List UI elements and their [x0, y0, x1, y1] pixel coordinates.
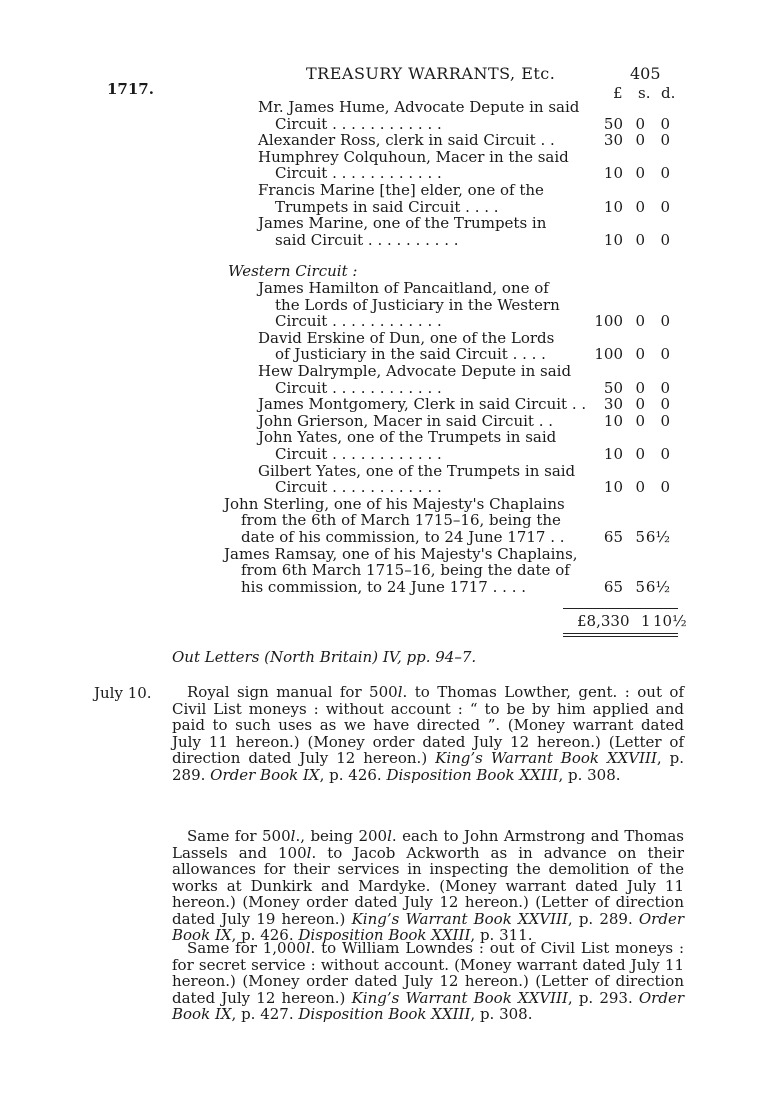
- amount-shillings: 0: [635, 478, 645, 497]
- amount-shillings: 0: [635, 345, 645, 364]
- amount-pounds: 65: [603, 577, 623, 596]
- running-title: TREASURY WARRANTS, Etc.: [306, 64, 556, 83]
- amount-pence: 0: [660, 411, 670, 430]
- entry-line: his commission, to 24 June 1717 . . . .: [241, 577, 526, 596]
- entry-line: of Justiciary in the said Circuit . . . .: [275, 345, 546, 364]
- amount-shillings: 0: [635, 445, 645, 463]
- total-rule-bottom-1: [563, 633, 678, 634]
- total-rule-top: [563, 608, 678, 609]
- amount-pounds: 30: [603, 395, 623, 414]
- entry-line: James Hamilton of Pancaitland, one of: [258, 279, 549, 297]
- amount-pence: 0: [660, 114, 670, 133]
- entry-line: from the 6th of March 1715–16, being the: [241, 511, 561, 530]
- entry-line: David Erskine of Dun, one of the Lords: [258, 328, 555, 347]
- entry-line: Circuit . . . . . . . . . . . .: [275, 378, 442, 397]
- entry-line: Humphrey Colquhoun, Macer in the said: [258, 147, 569, 166]
- amount-shillings: 0: [635, 114, 645, 133]
- entry-line: Circuit . . . . . . . . . . . .: [275, 478, 442, 497]
- amount-shillings: 5: [635, 528, 645, 546]
- amount-pence: 0: [660, 345, 670, 364]
- amount-pounds: 10: [603, 445, 623, 463]
- total-rule-bottom-2: [563, 636, 678, 637]
- entry-line: Circuit . . . . . . . . . . . .: [275, 312, 442, 331]
- amount-pounds: 100: [594, 312, 623, 331]
- amount-pence: 0: [660, 312, 670, 331]
- amount-shillings: 0: [635, 378, 645, 397]
- entry-line: Francis Marine [the] elder, one of the: [258, 181, 544, 199]
- entry-line: Circuit . . . . . . . . . . . .: [275, 114, 442, 133]
- total-shillings: 1: [641, 612, 651, 630]
- amount-pounds: 10: [603, 478, 623, 497]
- page-number: 405: [630, 64, 661, 83]
- amount-pence: 0: [660, 478, 670, 497]
- amount-pence: 0: [660, 197, 670, 216]
- amount-shillings: 0: [635, 395, 645, 414]
- amount-pounds: 10: [603, 411, 623, 430]
- entry-line: date of his commission, to 24 June 1717 . .: [241, 528, 565, 546]
- source-citation: Out Letters (North Britain) IV, pp. 94–7.: [172, 648, 477, 666]
- amount-pence: 0: [660, 395, 670, 414]
- amount-pence: 0: [660, 230, 670, 249]
- amount-pounds: 10: [603, 164, 623, 183]
- margin-year: 1717.: [107, 80, 154, 98]
- amount-pounds: 10: [603, 230, 623, 249]
- amount-shillings: 0: [635, 197, 645, 216]
- total-pounds: £8,330: [577, 612, 630, 630]
- entry-line: John Yates, one of the Trumpets in said: [258, 428, 557, 447]
- amount-pounds: 10: [603, 197, 623, 216]
- column-header-pence: d.: [661, 84, 676, 102]
- amount-shillings: 0: [635, 131, 645, 150]
- margin-date: July 10.: [94, 684, 152, 702]
- amount-shillings: 0: [635, 164, 645, 183]
- entry-line: James Marine, one of the Trumpets in: [258, 214, 547, 233]
- entry-line: Hew Dalrymple, Advocate Depute in said: [258, 362, 572, 380]
- entry-line: Circuit . . . . . . . . . . . .: [275, 164, 442, 183]
- amount-shillings: 5: [635, 577, 645, 596]
- entry-line: James Montgomery, Clerk in said Circuit . .: [258, 395, 587, 414]
- amount-shillings: 0: [635, 230, 645, 249]
- entry-line: Mr. James Hume, Advocate Depute in said: [258, 98, 580, 116]
- amount-pence: 0: [660, 131, 670, 150]
- entry-line: John Sterling, one of his Majesty's Chaplains: [224, 494, 565, 513]
- amount-pence: 0: [660, 378, 670, 397]
- amount-pence: 6½: [645, 577, 670, 596]
- amount-pounds: 30: [603, 131, 623, 150]
- entry-line: from 6th March 1715–16, being the date of: [241, 561, 570, 580]
- warrant-paragraph-3: Same for 1,000l. to William Lowndes : out of Civil List moneys : for secret service : without account. (Money warrant dated July 11 hereon.) (Money order dated July 12 hereon.) (Letter of direction dated July 12 hereon.) King’s Warrant Book XXVIII, p. 293. Order Book IX, p. 427. Disposition Book XXIII, p. 308.: [172, 939, 684, 1023]
- entry-line: the Lords of Justiciary in the Western: [275, 295, 560, 314]
- total-pence: 10½: [653, 612, 687, 630]
- amount-pounds: 50: [603, 114, 623, 133]
- entry-line: said Circuit . . . . . . . . . .: [275, 230, 459, 249]
- amount-pence: 0: [660, 445, 670, 463]
- entry-line: Alexander Ross, clerk in said Circuit . .: [258, 131, 555, 150]
- warrant-paragraph-2: Same for 500l., being 200l. each to John Armstrong and Thomas Lassels and 100l. to Jacob Ackworth as in advance on their allowances for their services in inspecting the demolition of the works at Dunkirk and Mardyke. (Money warrant dated July 11 hereon.) (Money order dated July 12 hereon.) (Letter of direction dated July 19 hereon.) King’s Warrant Book XXVIII, p. 289. Order Book IX, p. 426. Disposition Book XXIII, p. 311.: [172, 827, 684, 944]
- amount-pounds: 65: [603, 528, 623, 546]
- section-heading: Western Circuit :: [228, 262, 358, 281]
- amount-shillings: 0: [635, 312, 645, 331]
- amount-pence: 0: [660, 164, 670, 183]
- entry-line: Gilbert Yates, one of the Trumpets in said: [258, 461, 576, 480]
- amount-pounds: 100: [594, 345, 623, 364]
- entry-line: John Grierson, Macer in said Circuit . .: [258, 411, 554, 430]
- amount-pounds: 50: [603, 378, 623, 397]
- column-header-pounds: £: [613, 84, 623, 102]
- entry-line: Trumpets in said Circuit . . . .: [275, 197, 499, 216]
- column-header-shillings: s.: [638, 84, 651, 102]
- entry-line: James Ramsay, one of his Majesty's Chaplains,: [224, 544, 578, 563]
- amount-shillings: 0: [635, 411, 645, 430]
- entry-line: Circuit . . . . . . . . . . . .: [275, 445, 442, 463]
- warrant-paragraph-1: Royal sign manual for 500l. to Thomas Lowther, gent. : out of Civil List moneys : without account : “ to be by him applied and paid to such uses as we have directed ”. (Money warrant dated July 11 hereon.) (Money order dated July 12 hereon.) (Letter of direction dated July 12 hereon.) King’s Warrant Book XXVIII, p. 289. Order Book IX, p. 426. Disposition Book XXIII, p. 308.: [172, 683, 685, 784]
- amount-pence: 6½: [645, 528, 670, 546]
